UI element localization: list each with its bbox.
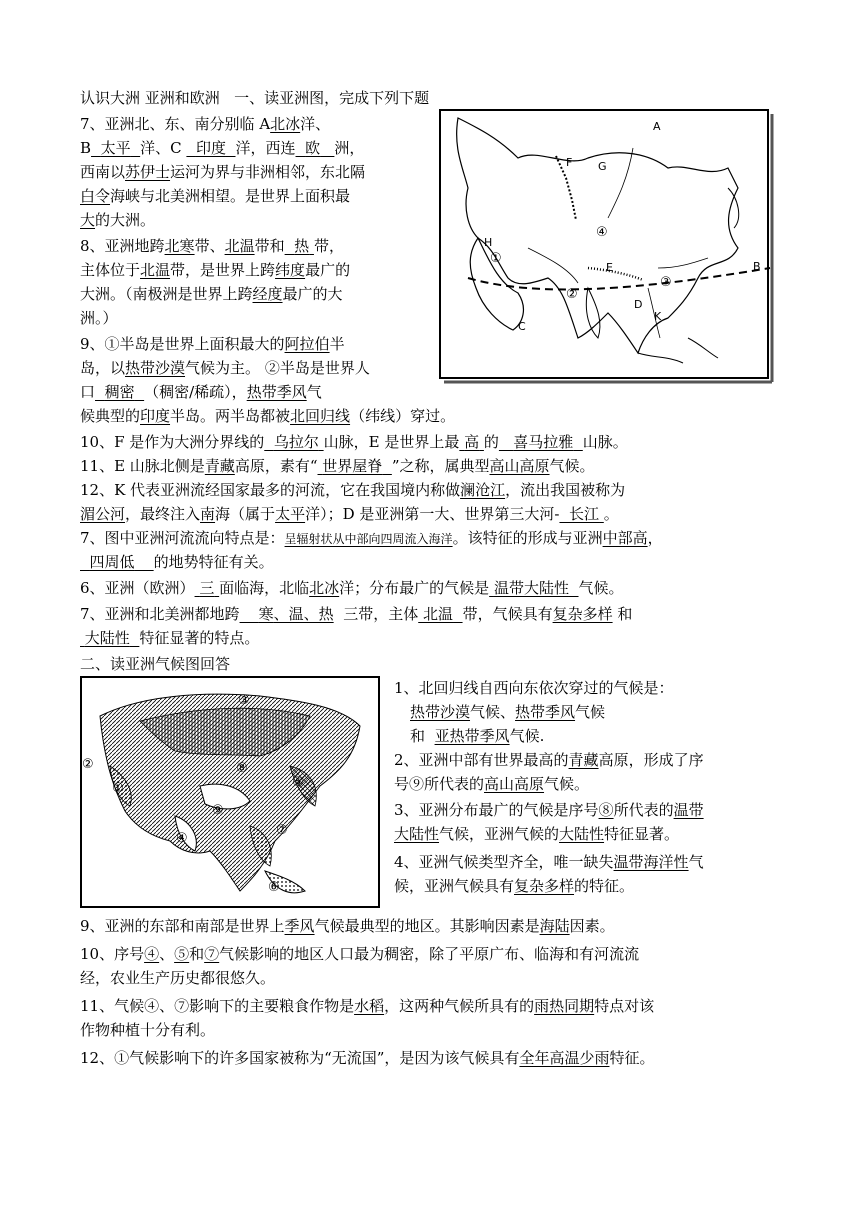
q8-line1: 8、亚洲地跨北寒带、北温带和 热 带，: [80, 237, 344, 255]
c3-line1: 3、亚洲分布最广的气候是序号⑧所代表的温带: [394, 801, 704, 819]
q7a-line2: B 太平 洋、C 印度 洋，西连 欧 洲，: [80, 139, 365, 157]
q9-line3: 口 稠密 （稠密/稀疏），热带季风气: [80, 383, 322, 401]
map2-label-9: ⑨: [212, 803, 224, 818]
c2-line1: 2、亚洲中部有世界最高的青藏高原，形成了序: [394, 751, 704, 769]
q7c-line1: 7、亚洲和北美洲都地跨 寒、温、热 三带，主体 北温 带，气候具有复杂多样 和: [80, 605, 633, 623]
q7b-line1: 7、图中亚洲河流流向特点是：呈辐射状从中部向四周流入海洋。该特征的形成与亚洲中部高，: [80, 529, 663, 547]
q7a-line5: 大的大洲。: [80, 211, 156, 229]
c2-line2: 号⑨所代表的高山高原气候。: [394, 775, 590, 793]
q8-line4: 洲。）: [80, 309, 118, 327]
c9-line: 9、亚洲的东部和南部是世界上季风气候最典型的地区。其影响因素是海陆因素。: [80, 917, 615, 935]
q9-line2: 岛，以热带沙漠气候为主。 ②半岛是世界人: [80, 359, 370, 377]
q7b-line2: 四周低 的地势特征有关。: [89, 553, 274, 571]
c1-line2: 热带沙漠气候、热带季风气候: [410, 703, 606, 721]
map1-label-g: G: [598, 160, 607, 173]
map2-label-1: ①: [112, 781, 124, 796]
c10-line2: 经，农业生产历史都很悠久。: [80, 969, 276, 987]
q9-line1: 9、①半岛是世界上面积最大的阿拉伯半: [80, 335, 345, 353]
map2-label-3: ③: [238, 693, 250, 708]
c4-line2: 候，亚洲气候具有复杂多样的特征。: [394, 877, 635, 895]
map2-label-2: ②: [82, 757, 94, 772]
c10-line1: 10、序号④、⑤和⑦气候影响的地区人口最为稠密，除了平原广布、临海和有河流流: [80, 945, 640, 963]
q6-line: 6、亚洲（欧洲） 三 面临海，北临北冰洋；分布最广的气候是 温带大陆性 气候。: [80, 579, 624, 597]
page-title-line: [80, 88, 429, 108]
c12-line: 12、①气候影响下的许多国家被称为“无流国”，是因为该气候具有全年高温少雨特征。: [80, 1049, 655, 1067]
map1-label-b: B: [753, 260, 761, 273]
map2-label-8: ⑧: [236, 761, 248, 776]
q8-line3: 大洲。（南极洲是世界上跨经度最广的大: [80, 285, 343, 303]
map1-label-c: C: [518, 320, 526, 333]
map2-label-6: ⑥: [268, 880, 280, 895]
map1-label-1: ①: [490, 251, 502, 266]
q9-line4: 候典型的印度半岛。两半岛都被北回归线（纬线）穿过。: [80, 407, 456, 425]
page-title: 认识大洲 亚洲和欧洲: [80, 89, 220, 107]
q7a-line4: 白令海峡与北美洲相望。是世界上面积最: [80, 187, 351, 205]
q7a-line1: 7、亚洲北、东、南分别临 A北冰洋、: [80, 115, 331, 133]
c1-line3: 和 亚热带季风气候.: [410, 727, 545, 745]
asia-map: [438, 108, 776, 384]
map2-label-7: ⑦: [276, 823, 288, 838]
map2-label-4: ④: [176, 831, 188, 846]
q11-line: 11、E 山脉北侧是青藏高原，素有“ 世界屋脊 ”之称，属典型高山高原气候。: [80, 457, 595, 475]
q8-line2: 主体位于北温带，是世界上跨纬度最广的: [80, 261, 351, 279]
q10-line: 10、F 是作为大洲分界线的 乌拉尔 山脉，E 是世界上最 高 的 喜马拉雅 山脉。: [80, 433, 628, 451]
c3-line2: 大陆性气候，亚洲气候的大陆性特征显著。: [394, 825, 680, 843]
section2-title: 二、读亚洲气候图回答: [80, 655, 231, 673]
map1-label-4: ④: [596, 225, 608, 240]
map1-label-e: E: [606, 261, 613, 274]
map1-label-h: H: [484, 236, 493, 249]
map1-label-a: A: [653, 120, 661, 133]
c1-line1: 1、北回归线自西向东依次穿过的气候是：: [394, 679, 674, 697]
q12-line1: 12、K 代表亚洲流经国家最多的河流，它在我国境内称做澜沧江，流出我国被称为: [80, 481, 626, 499]
map1-label-f: F: [566, 156, 573, 169]
map1-label-2: ②: [566, 287, 578, 302]
map2-label-5: ⑤: [292, 775, 304, 790]
c11-line1: 11、气候④、⑦影响下的主要粮食作物是水稻，这两种气候所具有的雨热同期特点对该: [80, 997, 655, 1015]
c4-line1: 4、亚洲气候类型齐全，唯一缺失温带海洋性气: [394, 853, 704, 871]
map1-label-3: ③: [660, 275, 672, 290]
q7c-line2: 大陆性 特征显著的特点。: [84, 629, 260, 647]
q12-line2: 湄公河，最终注入南海（属于太平洋）；D 是亚洲第一大、世界第三大河- 长江 。: [80, 505, 619, 523]
map1-label-d: D: [634, 298, 643, 311]
section1-title: 一、读亚洲图，完成下列下题: [234, 89, 430, 107]
q7a-line3: 西南以苏伊士运河为界与非洲相邻，东北隔: [80, 163, 366, 181]
asia-climate-map: [80, 676, 380, 908]
c11-line2: 作物种植十分有利。: [80, 1021, 216, 1039]
map1-label-k: K: [654, 310, 662, 323]
